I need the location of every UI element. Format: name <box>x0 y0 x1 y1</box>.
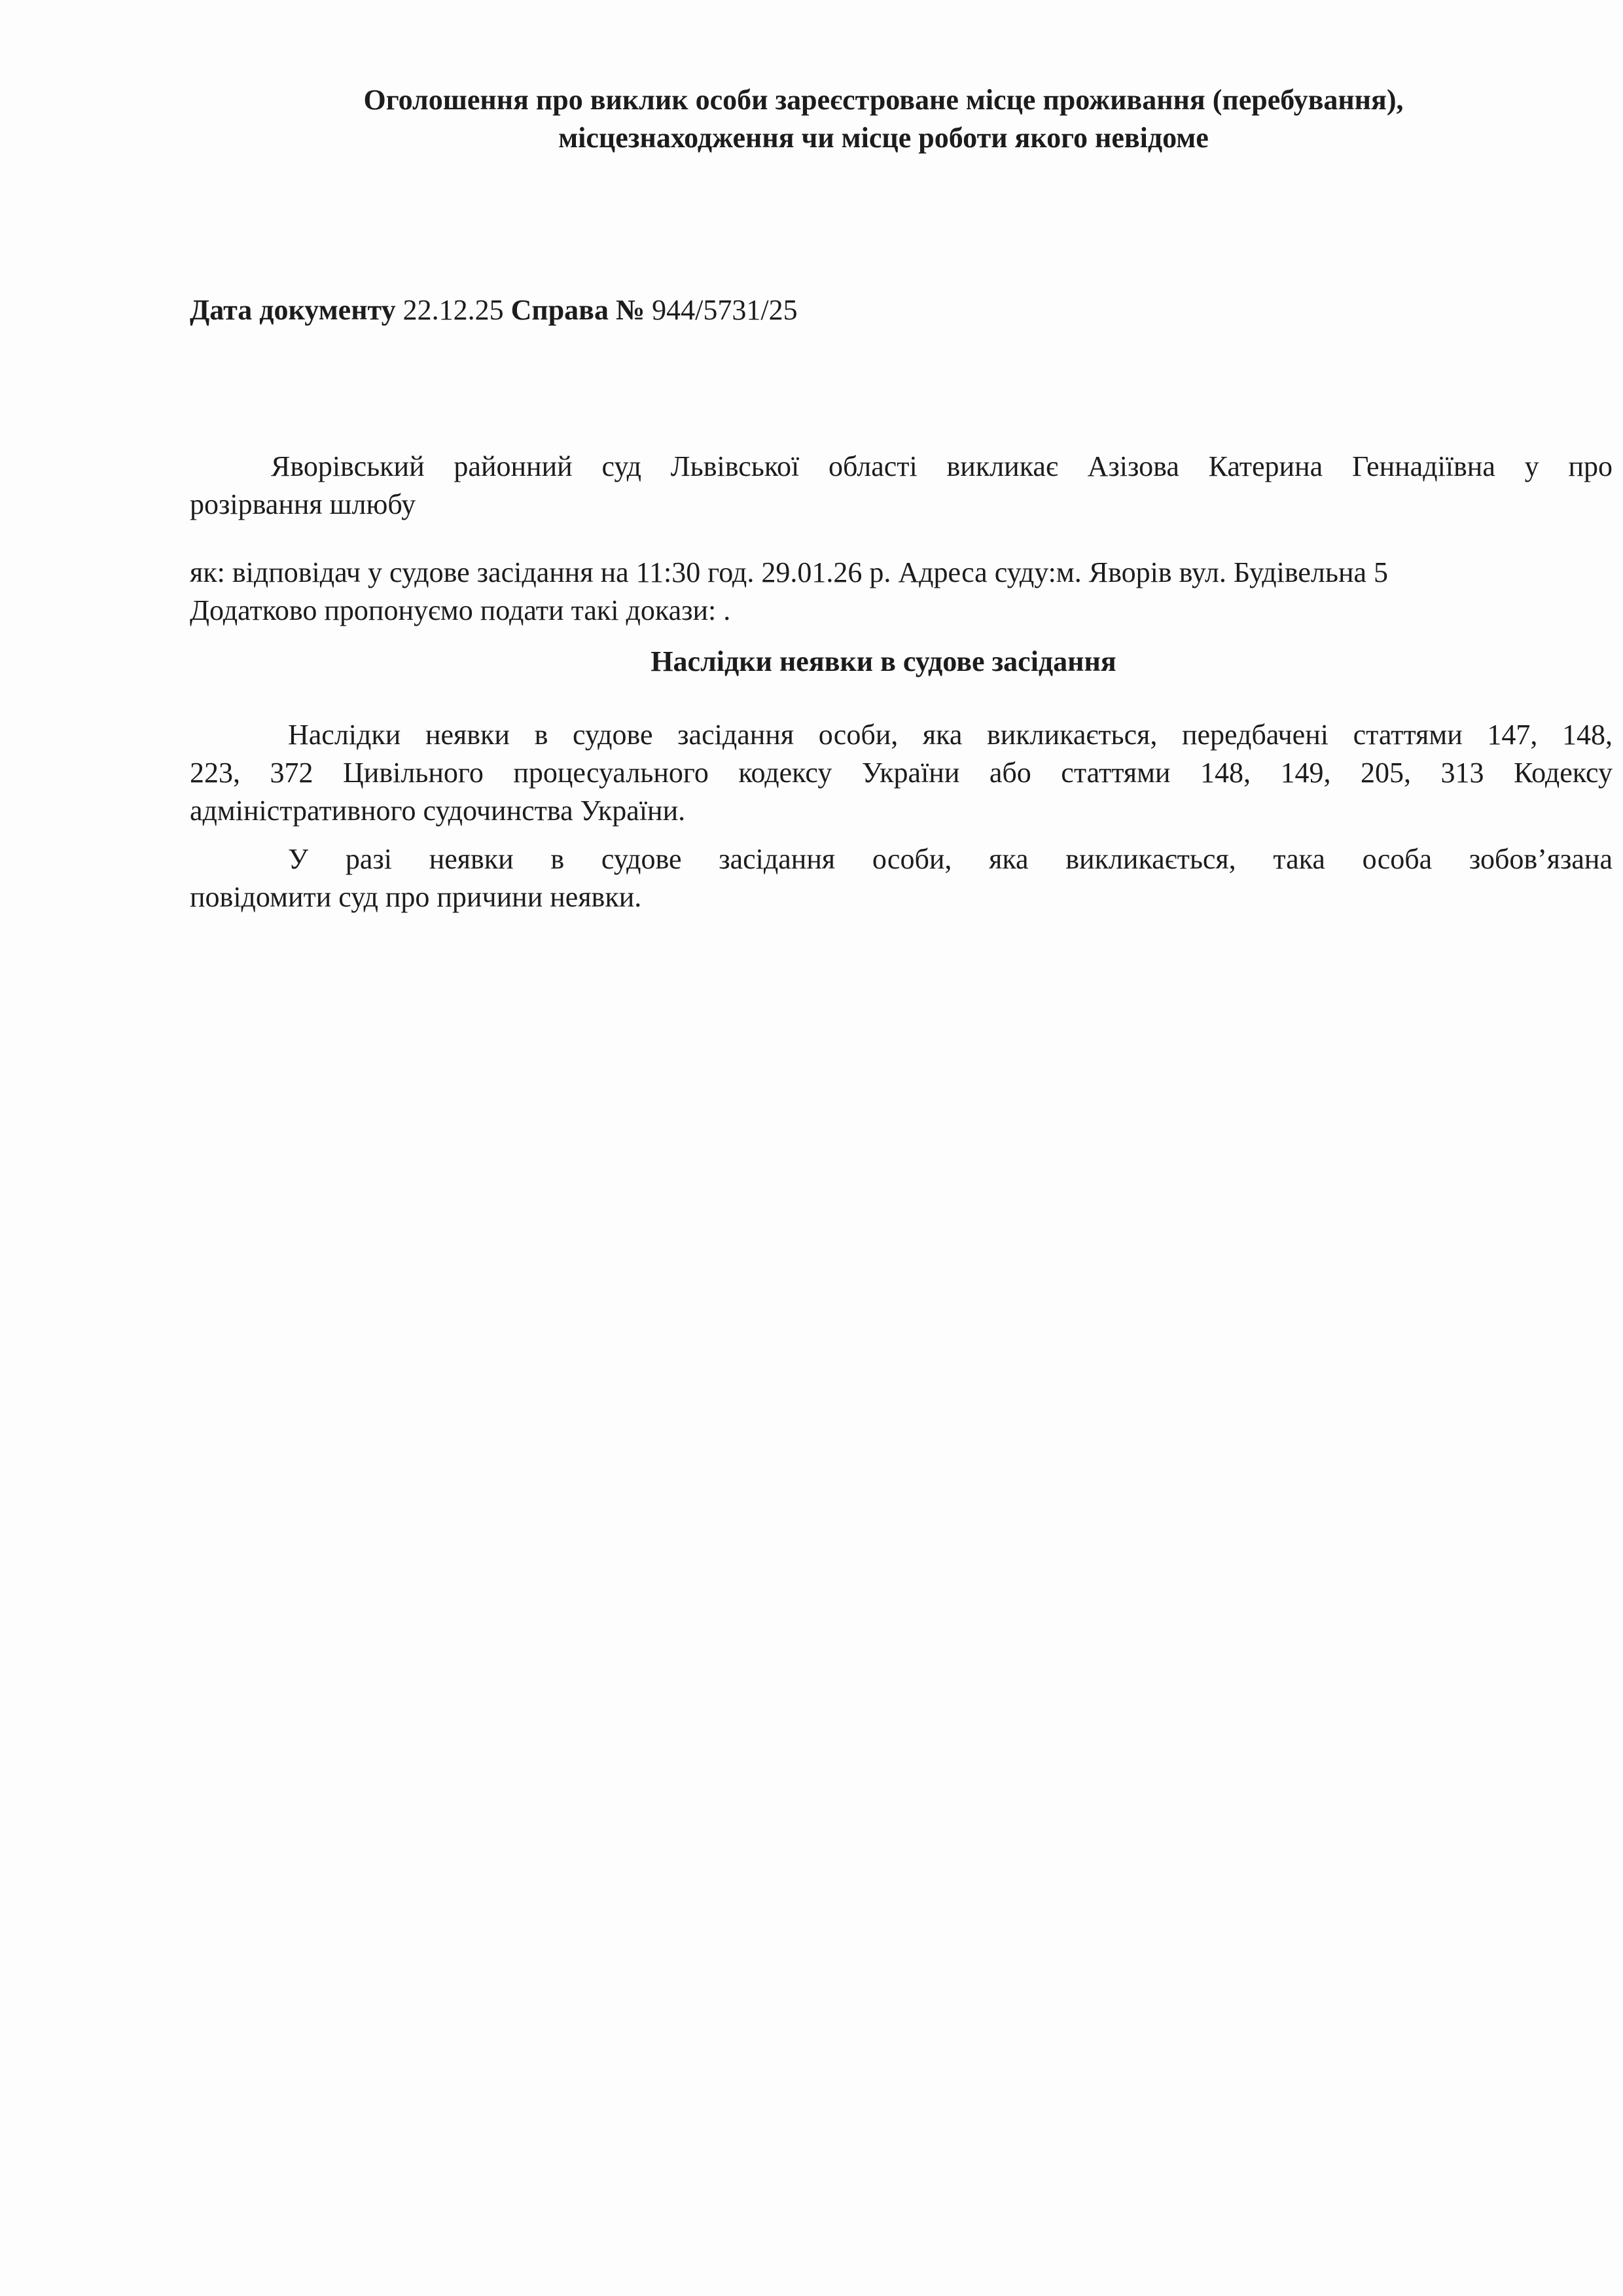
consequences-heading: Наслідки неявки в судове засідання <box>651 645 1116 677</box>
document-meta <box>190 291 798 329</box>
title-line-1: Оголошення про виклик особи зареєстроване місце проживання (перебування), <box>363 84 1404 116</box>
document-title <box>170 81 1597 157</box>
title-line-2: місцезнаходження чи місце роботи якого невідоме <box>558 122 1209 154</box>
summons-paragraph <box>190 448 1613 524</box>
summons-line-1: Яворівський районний суд Львівської області викликає Азізова Катерина Геннадіївна у про <box>271 450 1613 482</box>
consequences-paragraph-1 <box>190 716 1613 830</box>
case-label: Справа № <box>510 294 645 326</box>
date-value: 22.12.25 <box>402 294 504 326</box>
consequences-p1-line-3: адміністративного судочинства України. <box>190 795 686 827</box>
consequences-p2-line-2: повідомити суд про причини неявки. <box>190 881 642 913</box>
date-label: Дата документу <box>190 294 396 326</box>
summons-details <box>190 554 1613 592</box>
consequences-p1-line-1: Наслідки неявки в судове засідання особи, яка викликається, передбачені статтями 147, 148, <box>288 719 1613 751</box>
summons-line-3: як: відповідач у судове засідання на 11:30 год. 29.01.26 р. Адреса суду:м. Яворів вул. Будівельна 5 <box>190 556 1389 588</box>
summons-line-4: Додатково пропонуємо подати такі докази: . <box>190 594 731 626</box>
summons-line-2: розірвання шлюбу <box>190 488 416 520</box>
consequences-p2-line-1: У разі неявки в судове засідання особи, яка викликається, така особа зобов’язана <box>288 843 1613 875</box>
consequences-paragraph-2 <box>190 840 1613 916</box>
case-value: 944/5731/25 <box>652 294 798 326</box>
summons-evidence <box>190 592 1613 630</box>
consequences-p1-line-2: 223, 372 Цивільного процесуального кодексу України або статтями 148, 149, 205, 313 Кодексу <box>190 757 1613 789</box>
